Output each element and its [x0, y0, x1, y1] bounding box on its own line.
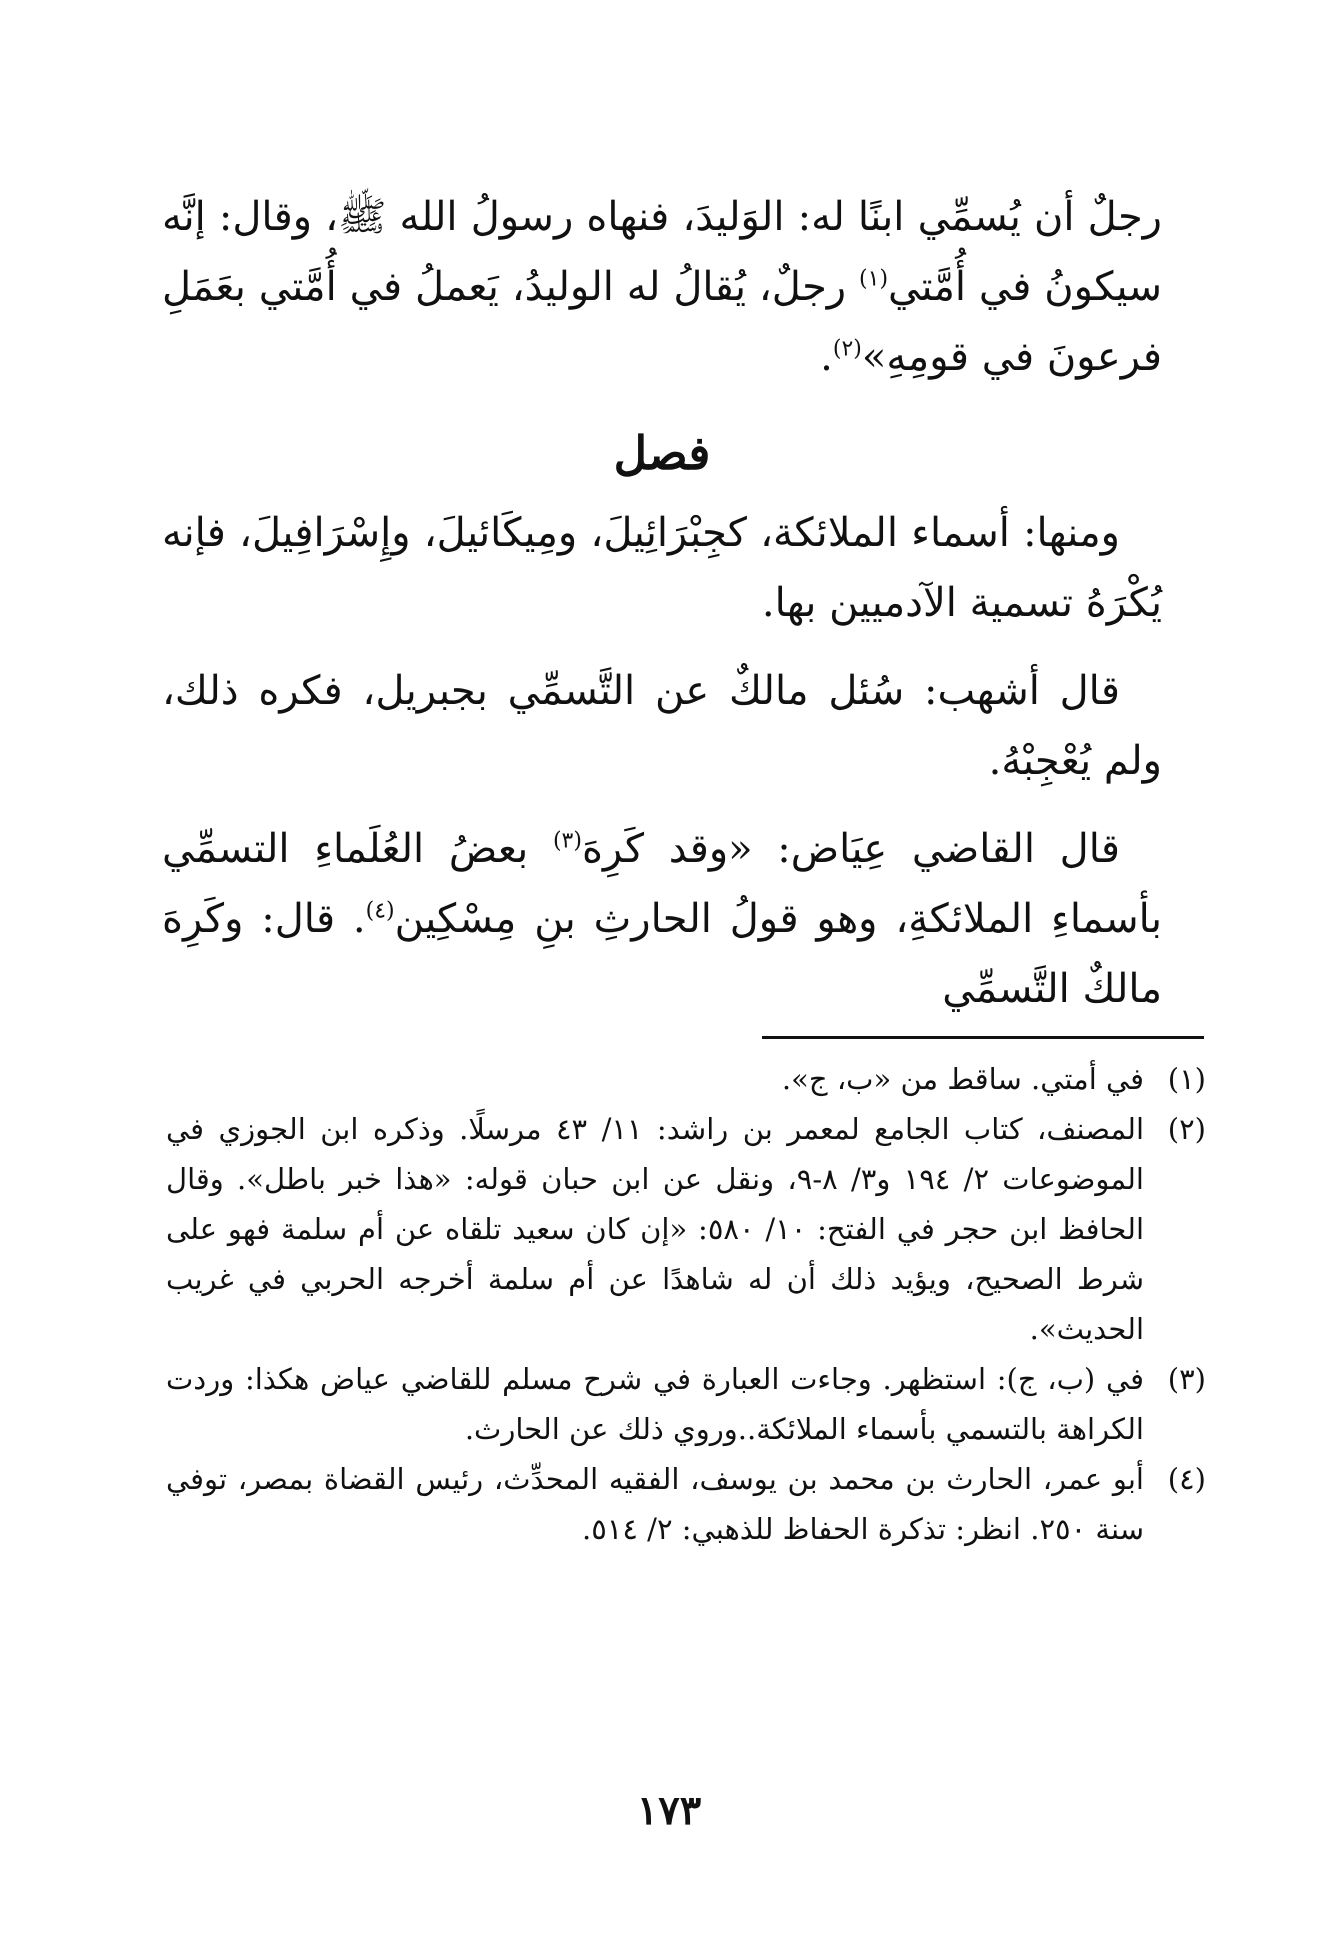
footnote-number: (٣)	[1167, 1362, 1206, 1396]
footnote-2	[166, 1104, 1206, 1354]
paragraph-text: .	[820, 334, 833, 380]
paragraph-text: . قال: وكَرِهَ مالكٌ التَّسمِّي	[162, 896, 1162, 1012]
section-heading: فصل	[613, 426, 711, 480]
footnote-ref: (٣)	[552, 828, 582, 854]
footnote-ref: (٤)	[365, 898, 395, 924]
footnote-3	[166, 1354, 1206, 1454]
footnote-ref: (١)	[859, 266, 889, 292]
main-text	[162, 182, 1162, 1024]
page-number: ١٧٣	[636, 1787, 702, 1834]
footnote-number: (٤)	[1167, 1462, 1206, 1496]
footnotes	[166, 1054, 1206, 1554]
paragraph-ashhab: قال أشهب: سُئل مالكٌ عن التَّسمِّي بجبريل، فكره ذلك، ولم يُعْجِبْهُ.	[162, 668, 1162, 784]
footnote-ref: (٢)	[832, 336, 862, 362]
footnote-text: المصنف، كتاب الجامع لمعمر بن راشد: ١١/ ٤٣ مرسلًا. وذكره ابن الجوزي في الموضوعات ٢/ ١٩٤ و٣/ ٨-٩، ونقل عن ابن حبان قوله: «هذا خبر باطل». وقال الحافظ ابن حجر في الفتح: ١٠/ ٥٨٠: «إن كان سعيد تلقاه عن أم سلمة فهو على شرط الصحيح، ويؤيد ذلك أن له شاهدًا عن أم سلمة أخرجه الحربي في غريب الحديث».	[166, 1112, 1144, 1346]
paragraph-text: بعضُ العُلَماءِ التسمِّي بأسماءِ الملائكةِ، وهو قولُ الحارثِ بنِ مِسْكِين	[162, 826, 1162, 942]
footnote-separator	[762, 1036, 1204, 1039]
footnote-text: أبو عمر، الحارث بن محمد بن يوسف، الفقيه المحدِّث، رئيس القضاة بمصر، توفي سنة ٢٥٠. انظر: تذكرة الحفاظ للذهبي: ٢/ ٥١٤.	[166, 1462, 1144, 1546]
footnote-4	[166, 1454, 1206, 1554]
paragraph-iyad	[162, 814, 1162, 1024]
footnote-text: في (ب، ج): استظهر. وجاءت العبارة في شرح مسلم للقاضي عياض هكذا: وردت الكراهة بالتسمي بأسماء الملائكة..وروي ذلك عن الحارث.	[166, 1362, 1144, 1446]
paragraph-hadith	[162, 182, 1162, 392]
paragraph-angel-names: ومنها: أسماء الملائكة، كجِبْرَائِيلَ، ومِيكَائيلَ، وإِسْرَافِيلَ، فإنه يُكْرَهُ تسمية الآدميين بها.	[162, 510, 1162, 626]
paragraph-text: رجلٌ، يُقالُ له الوليدُ، يَعملُ في أُمَّتي بعَمَلِ فرعونَ في قومِهِ»	[162, 264, 1162, 380]
paragraph-text: رجلٌ أن يُسمِّي ابنًا له: الوَليدَ، فنهاه رسولُ الله ﷺ، وقال: إنَّه سيكونُ في أُمَّتي	[162, 194, 1162, 310]
paragraph-text: قال القاضي عِيَاض: «وقد كَرِهَ	[581, 826, 1121, 872]
footnote-text: في أمتي. ساقط من «ب، ج».	[781, 1062, 1144, 1096]
footnote-number: (٢)	[1167, 1112, 1206, 1146]
footnote-number: (١)	[1167, 1062, 1206, 1096]
footnote-1	[166, 1054, 1206, 1104]
